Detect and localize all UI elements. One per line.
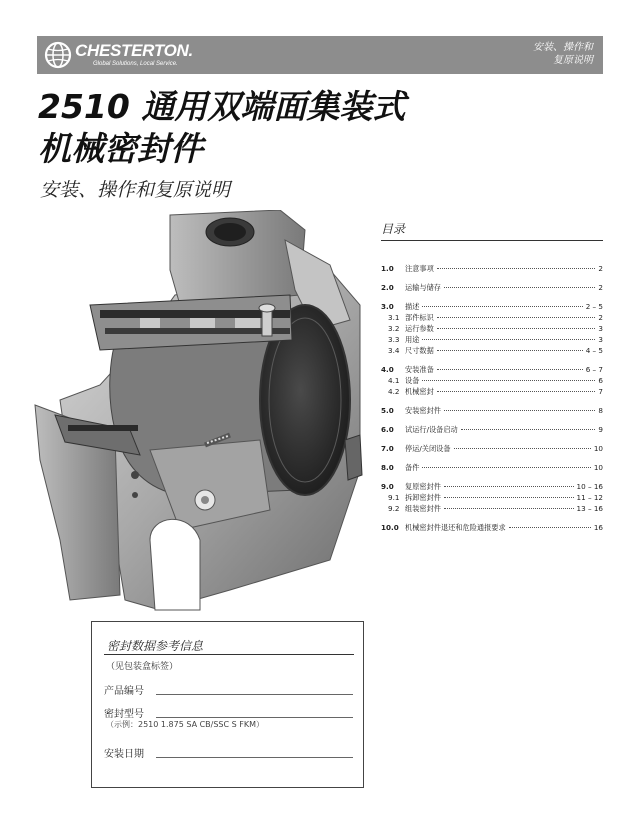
toc-item-label: 停运/关闭设备 bbox=[405, 444, 451, 453]
toc-item-number: 4.1 bbox=[388, 376, 400, 385]
toc-item-label: 拆卸密封件 bbox=[405, 493, 441, 502]
toc-item[interactable] bbox=[381, 364, 603, 375]
table-of-contents bbox=[381, 220, 603, 533]
toc-item[interactable] bbox=[381, 462, 603, 473]
globe-icon bbox=[43, 40, 73, 70]
toc-item-label: 部件标识 bbox=[405, 313, 434, 322]
toc-item-label: 复原密封件 bbox=[405, 482, 441, 491]
toc-leader-dots bbox=[437, 350, 583, 351]
toc-item-number: 9.2 bbox=[388, 504, 400, 513]
toc-leader-dots bbox=[454, 448, 591, 449]
toc-item-label: 备件 bbox=[405, 463, 420, 472]
toc-leader-dots bbox=[461, 429, 596, 430]
toc-leader-dots bbox=[437, 268, 596, 269]
toc-item-page: 2 bbox=[598, 283, 603, 292]
toc-item-page: 4 – 5 bbox=[585, 346, 603, 355]
seal-cutaway-illustration bbox=[30, 210, 370, 620]
toc-heading: 目录 bbox=[381, 220, 603, 241]
toc-item-page: 11 – 12 bbox=[576, 493, 603, 502]
toc-subitem[interactable] bbox=[381, 375, 603, 386]
toc-item-number: 5.0 bbox=[381, 406, 394, 415]
toc-item[interactable] bbox=[381, 443, 603, 454]
seal-model-label: 密封型号 bbox=[104, 709, 144, 720]
install-date-field[interactable] bbox=[156, 757, 353, 758]
toc-leader-dots bbox=[437, 317, 596, 318]
page-title bbox=[38, 86, 405, 170]
toc-item-page: 2 bbox=[598, 264, 603, 273]
toc-leader-dots bbox=[422, 339, 595, 340]
toc-item[interactable] bbox=[381, 405, 603, 416]
toc-item-number: 9.1 bbox=[388, 493, 400, 502]
toc-subitem[interactable] bbox=[381, 334, 603, 345]
toc-item-label: 运行参数 bbox=[405, 324, 434, 333]
toc-subitem[interactable] bbox=[381, 312, 603, 323]
toc-item-page: 6 – 7 bbox=[585, 365, 603, 374]
toc-item-page: 13 – 16 bbox=[576, 504, 603, 513]
toc-item-page: 3 bbox=[598, 335, 603, 344]
seal-model-field[interactable] bbox=[156, 717, 353, 718]
toc-subitem[interactable] bbox=[381, 386, 603, 397]
toc-leader-dots bbox=[444, 410, 595, 411]
toc-item-number: 3.2 bbox=[388, 324, 400, 333]
seal-model-example: （示例：2510 1.875 SA CB/SSC S FKM） bbox=[106, 720, 265, 729]
header-doc-type-line2: 复原说明 bbox=[553, 55, 593, 66]
toc-leader-dots bbox=[444, 486, 574, 487]
toc-leader-dots bbox=[444, 287, 595, 288]
product-number-field[interactable] bbox=[156, 694, 353, 695]
toc-item-number: 2.0 bbox=[381, 283, 394, 292]
toc-item-page: 8 bbox=[598, 406, 603, 415]
toc-item-number: 3.4 bbox=[388, 346, 400, 355]
toc-item-label: 注意事项 bbox=[405, 264, 434, 273]
toc-item-page: 9 bbox=[598, 425, 603, 434]
toc-item-number: 10.0 bbox=[381, 523, 399, 532]
toc-item[interactable] bbox=[381, 301, 603, 312]
toc-item-page: 10 bbox=[593, 444, 603, 453]
reference-title: 密封数据参考信息 bbox=[107, 639, 204, 653]
toc-item-number: 4.0 bbox=[381, 365, 394, 374]
toc-item[interactable] bbox=[381, 522, 603, 533]
toc-leader-dots bbox=[444, 508, 574, 509]
toc-item-label: 安装密封件 bbox=[405, 406, 441, 415]
seal-reference-box bbox=[91, 621, 364, 788]
toc-item-number: 1.0 bbox=[381, 264, 394, 273]
toc-item-number: 3.0 bbox=[381, 302, 394, 311]
page-title-line1: 2510 通用双端面集装式 bbox=[38, 87, 406, 126]
toc-leader-dots bbox=[509, 527, 591, 528]
toc-leader-dots bbox=[444, 497, 574, 498]
toc-subitem[interactable] bbox=[381, 323, 603, 334]
header-bar bbox=[37, 36, 603, 74]
toc-item-number: 9.0 bbox=[381, 482, 394, 491]
toc-item[interactable] bbox=[381, 481, 603, 492]
toc-item-number: 3.3 bbox=[388, 335, 400, 344]
toc-item-number: 6.0 bbox=[381, 425, 394, 434]
toc-leader-dots bbox=[422, 467, 590, 468]
toc-item[interactable] bbox=[381, 282, 603, 293]
toc-item-label: 设备 bbox=[405, 376, 420, 385]
header-doc-type-line1: 安装、操作和 bbox=[533, 42, 593, 53]
toc-item[interactable] bbox=[381, 263, 603, 274]
toc-item-label: 试运行/设备启动 bbox=[405, 425, 458, 434]
toc-leader-dots bbox=[437, 369, 583, 370]
toc-item[interactable] bbox=[381, 424, 603, 435]
toc-item-label: 安装准备 bbox=[405, 365, 434, 374]
toc-item-number: 8.0 bbox=[381, 463, 394, 472]
toc-item-page: 2 – 5 bbox=[585, 302, 603, 311]
toc-item-number: 4.2 bbox=[388, 387, 400, 396]
toc-item-label: 组装密封件 bbox=[405, 504, 441, 513]
divider bbox=[104, 654, 354, 655]
toc-subitem[interactable] bbox=[381, 492, 603, 503]
toc-item-page: 10 bbox=[593, 463, 603, 472]
toc-item-page: 2 bbox=[598, 313, 603, 322]
toc-item-label: 描述 bbox=[405, 302, 420, 311]
chesterton-logo bbox=[43, 39, 213, 71]
toc-subitem[interactable] bbox=[381, 503, 603, 514]
toc-item-label: 机械密封 bbox=[405, 387, 434, 396]
toc-item-page: 3 bbox=[598, 324, 603, 333]
toc-leader-dots bbox=[422, 380, 595, 381]
page-subtitle: 安装、操作和复原说明 bbox=[40, 179, 231, 201]
toc-item-label: 运输与储存 bbox=[405, 283, 441, 292]
install-date-label: 安装日期 bbox=[104, 749, 144, 760]
product-number-label: 产品编号 bbox=[104, 686, 144, 697]
toc-leader-dots bbox=[437, 328, 596, 329]
reference-note: （见包装盒标签） bbox=[106, 662, 179, 672]
toc-item-label: 尺寸数据 bbox=[405, 346, 434, 355]
brand-name: CHESTERTON. bbox=[75, 41, 193, 60]
toc-leader-dots bbox=[437, 391, 596, 392]
brand-tagline: Global Solutions, Local Service. bbox=[93, 61, 178, 67]
header-doc-type bbox=[533, 41, 593, 67]
toc-item-page: 16 bbox=[593, 523, 603, 532]
toc-subitem[interactable] bbox=[381, 345, 603, 356]
toc-item-page: 6 bbox=[598, 376, 603, 385]
page-title-line2: 机械密封件 bbox=[38, 129, 203, 168]
toc-leader-dots bbox=[422, 306, 582, 307]
toc-item-page: 10 – 16 bbox=[576, 482, 603, 491]
toc-item-page: 7 bbox=[598, 387, 603, 396]
toc-item-label: 机械密封件退还和危险通报要求 bbox=[405, 523, 506, 532]
toc-item-number: 3.1 bbox=[388, 313, 400, 322]
toc-item-number: 7.0 bbox=[381, 444, 394, 453]
toc-item-label: 用途 bbox=[405, 335, 420, 344]
